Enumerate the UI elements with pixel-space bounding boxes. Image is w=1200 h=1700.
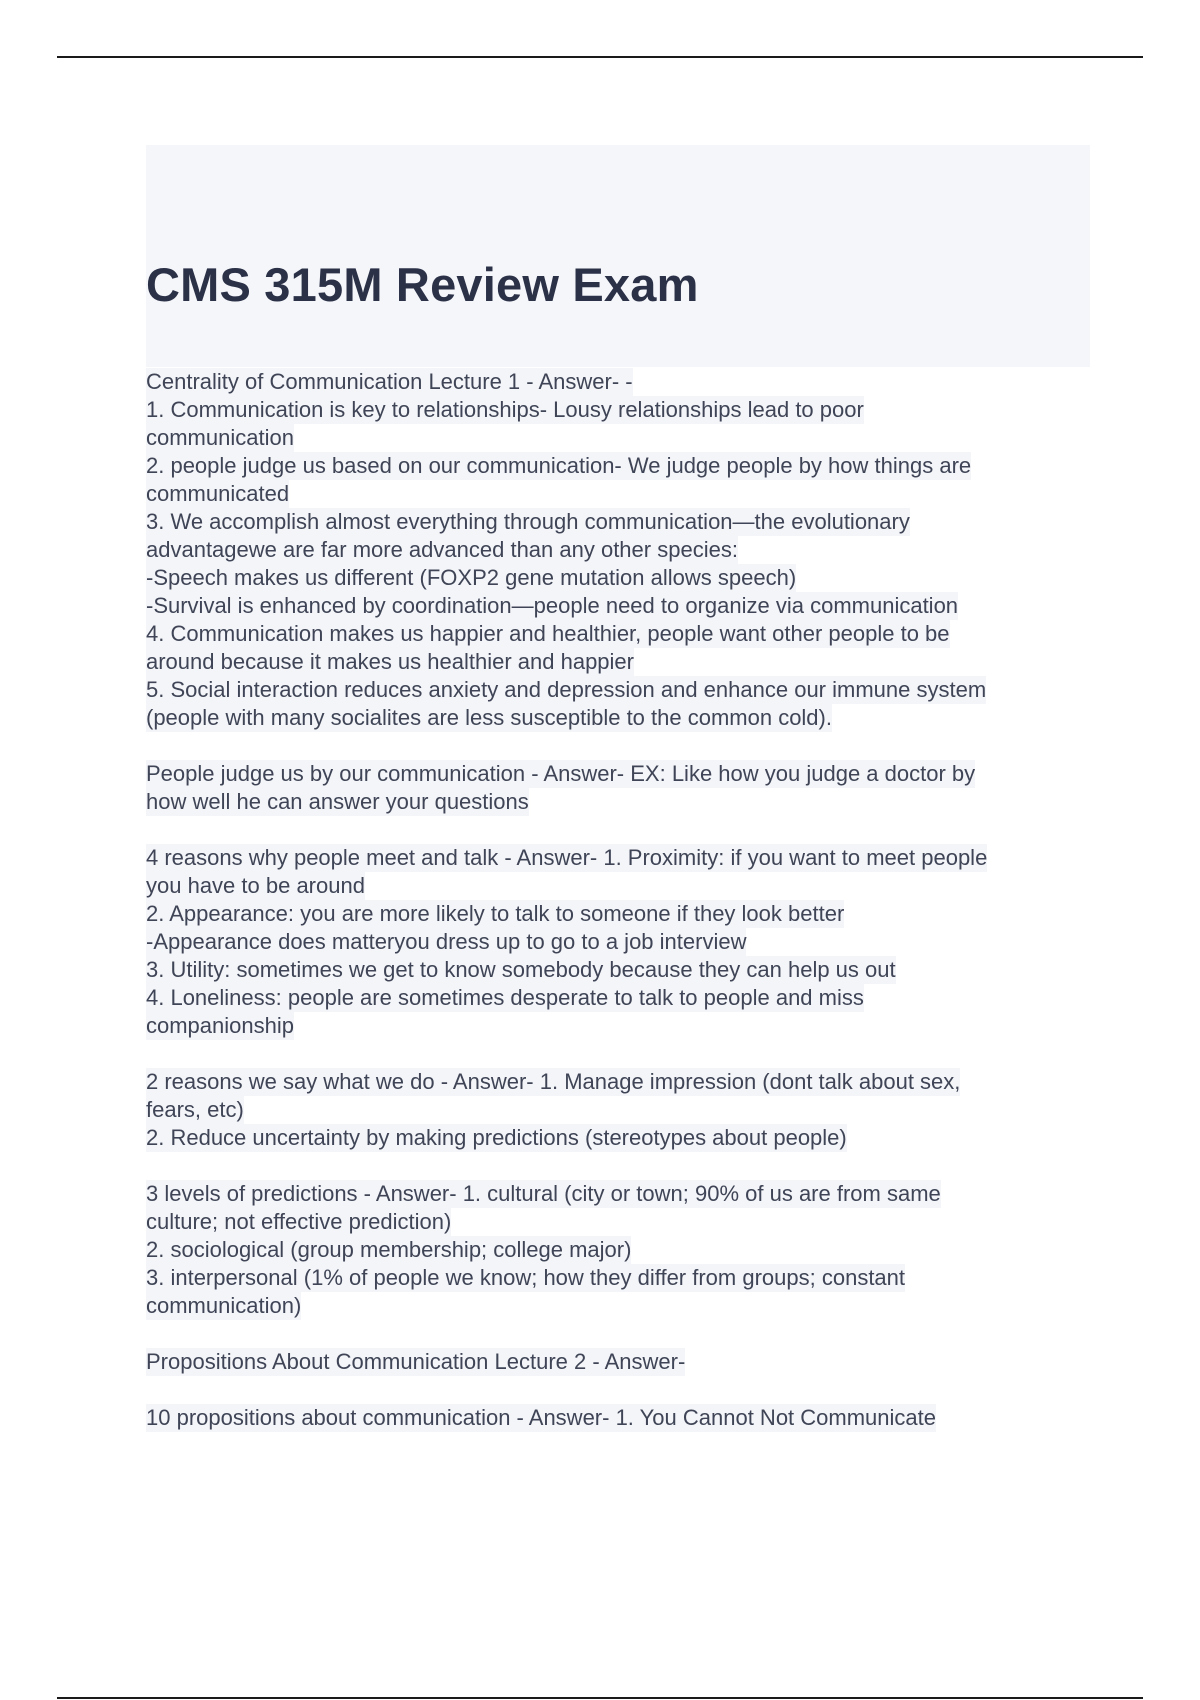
- header-rule: [57, 56, 1143, 58]
- text-line: 2 reasons we say what we do - Answer- 1. Manage impression (dont talk about sex,: [146, 1069, 961, 1094]
- text-line: (people with many socialites are less susceptible to the common cold).: [146, 705, 832, 730]
- text-line: -Speech makes us different (FOXP2 gene mutation allows speech): [146, 565, 797, 590]
- text-line: culture; not effective prediction): [146, 1209, 452, 1234]
- text-line: 5. Social interaction reduces anxiety and depression and enhance our immune system: [146, 677, 987, 702]
- qa-entry-ten-propositions: [146, 1404, 1090, 1432]
- text-line: 3. interpersonal (1% of people we know; how they differ from groups; constant: [146, 1265, 906, 1290]
- text-line: 3 levels of predictions - Answer- 1. cultural (city or town; 90% of us are from same: [146, 1181, 941, 1206]
- footer-rule: [57, 1697, 1143, 1699]
- text-line: around because it makes us healthier and happier: [146, 649, 634, 674]
- text-line: 3. We accomplish almost everything through communication—the evolutionary: [146, 509, 910, 534]
- text-line: fears, etc): [146, 1097, 244, 1122]
- text-line: 3. Utility: sometimes we get to know somebody because they can help us out: [146, 957, 896, 982]
- text-line: communication): [146, 1293, 302, 1318]
- text-line: companionship: [146, 1013, 294, 1038]
- text-line: communicated: [146, 481, 290, 506]
- title-banner: [146, 145, 1090, 367]
- text-line: 2. Appearance: you are more likely to talk to someone if they look better: [146, 901, 845, 926]
- document-title: CMS 315M Review Exam: [146, 258, 699, 311]
- text-line: People judge us by our communication - Answer- EX: Like how you judge a doctor by: [146, 761, 976, 786]
- text-line: 4. Communication makes us happier and healthier, people want other people to be: [146, 621, 950, 646]
- text-line: 4. Loneliness: people are sometimes desperate to talk to people and miss: [146, 985, 864, 1010]
- qa-entry-two-reasons: [146, 1068, 1090, 1152]
- text-line: -Appearance does matteryou dress up to go to a job interview: [146, 929, 747, 954]
- text-line: 4 reasons why people meet and talk - Answer- 1. Proximity: if you want to meet people: [146, 845, 988, 870]
- qa-entry-propositions-lecture: [146, 1348, 1090, 1376]
- qa-entry-people-judge: [146, 760, 1090, 816]
- text-line: you have to be around: [146, 873, 365, 898]
- text-line: 1. Communication is key to relationships- Lousy relationships lead to poor: [146, 397, 864, 422]
- text-line: 2. sociological (group membership; college major): [146, 1237, 632, 1262]
- text-line: Propositions About Communication Lecture 2 - Answer-: [146, 1349, 686, 1374]
- text-line: communication: [146, 425, 294, 450]
- document-body: [146, 368, 1090, 1460]
- qa-entry-four-reasons: [146, 844, 1090, 1040]
- text-line: 2. Reduce uncertainty by making predictions (stereotypes about people): [146, 1125, 847, 1150]
- text-line: -Survival is enhanced by coordination—people need to organize via communication: [146, 593, 959, 618]
- qa-entry-centrality: [146, 368, 1090, 732]
- text-line: how well he can answer your questions: [146, 789, 529, 814]
- text-line: Centrality of Communication Lecture 1 - Answer- -: [146, 369, 633, 394]
- qa-entry-levels-predictions: [146, 1180, 1090, 1320]
- text-line: 10 propositions about communication - Answer- 1. You Cannot Not Communicate: [146, 1405, 936, 1430]
- text-line: advantagewe are far more advanced than any other species:: [146, 537, 738, 562]
- text-line: 2. people judge us based on our communication- We judge people by how things are: [146, 453, 972, 478]
